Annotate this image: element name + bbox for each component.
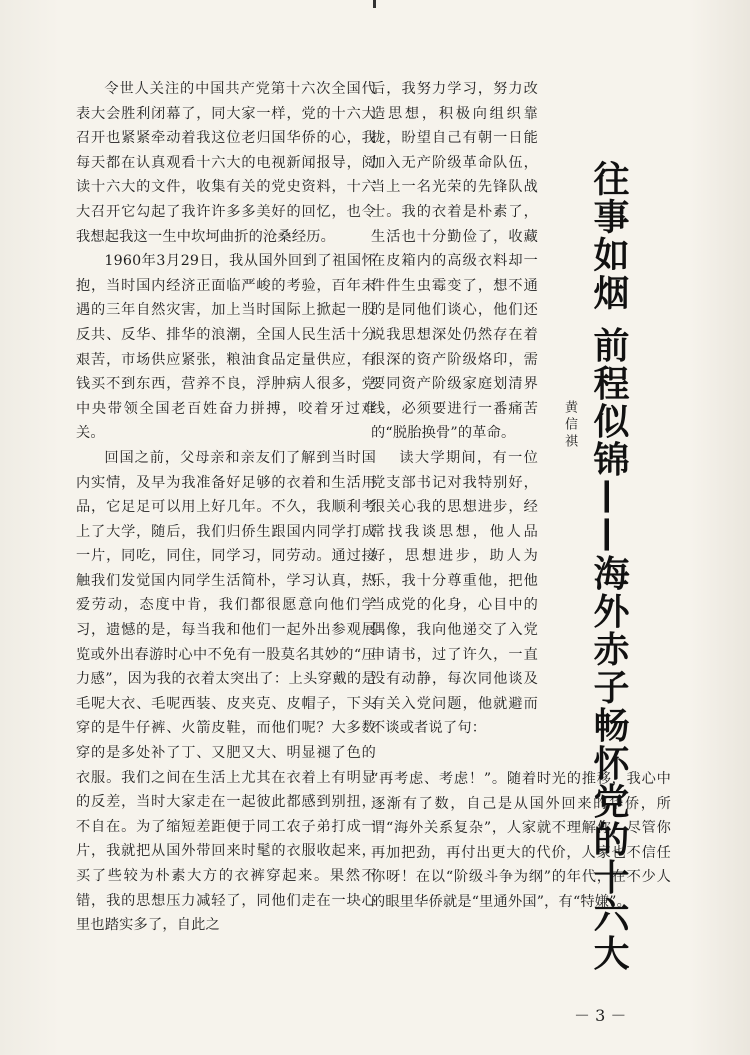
- paragraph-3: 回国之前，父母亲和亲友们了解到当时国内实情，及早为我准备好足够的衣着和生活用品，它足足可以用上好几年。不久，我顺利考上了大学，随后，我们归侨生跟国内同学打成一片，同吃，同住，同学习，同劳动。通过接触我们发觉国内同学生活简朴，学习认真，热爱劳动，态度中肯，我们都很愿意向他们学习，遗憾的是，每当我和他们一起外出参观展览或外出春游时心中不免有一股莫名其妙的“压力感”，因为我的衣着太突出了：上头穿戴的是毛呢大衣、毛呢西装、皮夹克、皮帽子，下头穿的是牛仔裤、火箭皮鞋，而他们呢？大多数穿的是多处补了丁、又肥又大、明显褪了色的衣服。我们之间在生活上尤其在衣着上有明显的反差，当时大家走在一起彼此都感到别扭，不自在。为了缩短差距便于同工农子弟打成一片，我就把从国外带回来时髦的衣服收起来，买了些较为朴素大方的衣裤穿起来。果然不错，我的思想压力减轻了，同他们走在一块心里也踏实多了，自此之: [76, 449, 376, 934]
- column-left: [76, 77, 376, 938]
- column-middle: [371, 77, 538, 741]
- page-number: － 3 －: [574, 1006, 627, 1025]
- top-mark: [373, 0, 376, 8]
- author-name: 黄信祺: [562, 400, 577, 451]
- paragraph-6: “再考虑、考虑！”。随着时光的推移，我心中逐渐有了数，自己是从国外回来的华侨，所谓“海外关系复杂”，人家就不理解你，尽管你再加把劲，再付出更大的代价，人家也不信任你呀！在以“阶级斗争为纲”的年代，在不少人的眼里华侨就是“里通外国”，有“特嫌”。: [371, 771, 671, 910]
- paragraph-2: 1960年3月29日，我从国外回到了祖国怀抱，当时国内经济正面临严峻的考验，百年未遇的三年自然灾害，加上当时国际上掀起一股反共、反华、排华的浪潮，全国人民生活十分艰苦，市场供应紧张，粮油食品定量供应，有钱买不到东西，营养不良，浮肿病人很多，党中央带领全国老百姓奋力拼搏，咬着牙过难关。: [76, 253, 376, 442]
- paragraph-5: 读大学期间，有一位党支部书记对我特别好，很关心我的思想进步，经常找我谈思想，他人品好，思想进步，助人为乐，我十分尊重他，把他当成党的化身，心目中的偶像，我向他递交了入党申请书，过了许久，一直没有动静，每次同他谈及有关入党问题，他就避而不谈或者说了句：: [371, 449, 538, 737]
- paragraph-1: 令世人关注的中国共产党第十六次全国代表大会胜利闭幕了，同大家一样，党的十六大召开也紧紧牵动着我这位老归国华侨的心，我每天都在认真观看十六大的电视新闻报导，阅读十六大的文件，收集有关的党史资料，十六大召开它勾起了我许许多多美好的回忆，也令我想起我这一生中坎坷曲折的沧桑经历。: [76, 81, 376, 245]
- paragraph-4: 后，我努力学习，努力改造思想，积极向组织靠拢，盼望自己有朝一日能加入无产阶级革命队伍，当上一名光荣的先锋队战士。我的衣着是朴素了，生活也十分勤俭了，收藏在皮箱内的高级衣料却一件件生虫霉变了，想不通的是同他们谈心，他们还说我思想深处仍然存在着很深的资产阶级烙印，需要同资产阶级家庭划清界线，必须要进行一番痛苦的“脱胎换骨”的革命。: [371, 81, 538, 442]
- article-title: 往事如烟 前程似锦——海外赤子畅怀党的十六大: [588, 160, 629, 973]
